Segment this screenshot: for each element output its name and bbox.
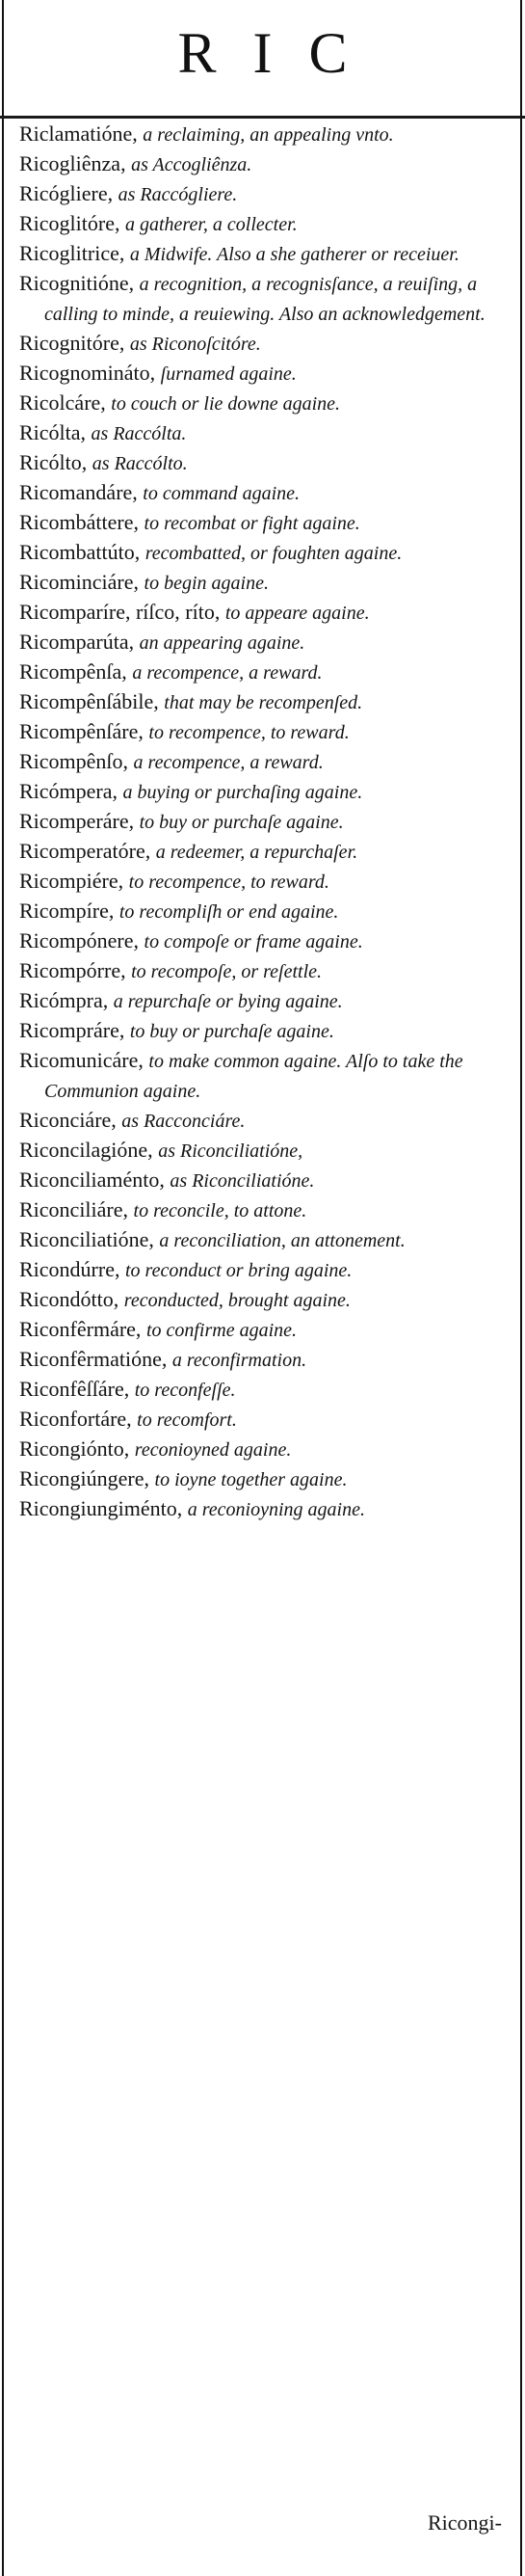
entry-gloss: to couch or lie downe againe.: [111, 393, 341, 415]
entry-headword: Ricómpra,: [19, 988, 109, 1012]
entry-gloss: a redeemer, a repurchaſer.: [155, 842, 358, 863]
right-border-rule: [520, 0, 522, 2576]
entry-gloss: to reconfeſſe.: [134, 1380, 236, 1401]
dictionary-entry: [19, 807, 512, 837]
dictionary-entry: [19, 1046, 512, 1106]
dictionary-entry: [19, 1106, 512, 1136]
entry-headword: Ricómpera,: [19, 779, 118, 803]
dictionary-entry: [19, 478, 512, 508]
entry-gloss: reconioyned againe.: [134, 1439, 292, 1461]
dictionary-entry: [19, 538, 512, 568]
dictionary-entry: [19, 777, 512, 807]
entry-headword: Riconfêrmatióne,: [19, 1347, 168, 1371]
entry-gloss: to ioyne together againe.: [154, 1469, 348, 1490]
entry-gloss: as Accogliênza.: [131, 154, 252, 175]
dictionary-entry: [19, 1285, 512, 1315]
dictionary-entry: [19, 867, 512, 897]
entry-headword: Ricondúrre,: [19, 1257, 120, 1281]
catchword: Ricongi-: [428, 2510, 502, 2535]
entry-headword: Riconfêſſáre,: [19, 1377, 130, 1401]
entry-headword: Ricolcáre,: [19, 390, 106, 415]
entry-headword: Ricoglitrice,: [19, 241, 125, 265]
entry-headword: Ricongiungiménto,: [19, 1496, 183, 1520]
entry-headword: Riconfêrmáre,: [19, 1317, 142, 1341]
entry-gloss: as Riconoſcitóre.: [129, 334, 261, 355]
entry-headword: Ricogliênza,: [19, 151, 126, 175]
entry-gloss: to begin againe.: [144, 573, 269, 594]
entry-gloss: to appeare againe.: [224, 603, 370, 624]
entry-gloss: as Raccólta.: [91, 423, 187, 444]
dictionary-entry: [19, 418, 512, 448]
entry-headword: Ricomperatóre,: [19, 839, 151, 863]
entry-headword: Ricongiúngere,: [19, 1466, 150, 1490]
dictionary-entry: [19, 448, 512, 478]
dictionary-entry: [19, 1375, 512, 1405]
entry-headword: Ricomandáre,: [19, 480, 138, 504]
entry-gloss: to reconcile, to attone.: [133, 1200, 307, 1221]
dictionary-entry: [19, 687, 512, 717]
dictionary-entry: [19, 926, 512, 956]
entry-gloss: a gatherer, a collecter.: [124, 214, 298, 235]
entry-gloss: as Racconciáre.: [121, 1111, 246, 1132]
entry-headword: Ricomparíre, ríſco, ríto,: [19, 600, 221, 624]
dictionary-entry: [19, 269, 512, 329]
entry-gloss: to buy or purchaſe againe.: [129, 1021, 334, 1042]
entry-gloss: a reconfirmation.: [171, 1350, 307, 1371]
dictionary-entry: [19, 508, 512, 538]
dictionary-entry: [19, 1405, 512, 1435]
dictionary-entry: [19, 1255, 512, 1285]
dictionary-entry: [19, 837, 512, 867]
entry-headword: Ricólta,: [19, 420, 87, 444]
entry-headword: Riconciliáre,: [19, 1197, 129, 1221]
entry-gloss: that may be recompenſed.: [164, 692, 363, 713]
dictionary-entry: [19, 1345, 512, 1375]
dictionary-entry: [19, 1315, 512, 1345]
dictionary-entry: [19, 329, 512, 359]
entry-headword: Ricompórre,: [19, 958, 126, 982]
entry-gloss: recombatted, or foughten againe.: [144, 543, 403, 564]
entry-headword: Ricompênſáre,: [19, 719, 144, 743]
entry-headword: Ricominciáre,: [19, 570, 140, 594]
dictionary-entry: [19, 717, 512, 747]
entry-headword: Ricognitióne,: [19, 271, 135, 295]
entry-headword: Ricognomináto,: [19, 361, 156, 385]
entry-gloss: to recompliſh or end againe.: [118, 901, 339, 923]
dictionary-entry: [19, 149, 512, 179]
dictionary-entry: [19, 628, 512, 657]
entry-headword: Ricompênſa,: [19, 659, 127, 684]
entry-headword: Ricompónere,: [19, 928, 140, 953]
entry-headword: Riconcilagióne,: [19, 1138, 153, 1162]
entry-headword: Ricógliere,: [19, 181, 114, 205]
entry-gloss: to reconduct or bring againe.: [124, 1260, 353, 1281]
entry-headword: Ricongiónto,: [19, 1436, 130, 1461]
entry-headword: Ricognitóre,: [19, 331, 125, 355]
dictionary-entry: [19, 897, 512, 926]
dictionary-entry: [19, 120, 512, 149]
dictionary-entry: [19, 1494, 512, 1524]
entry-headword: Ricompiére,: [19, 869, 124, 893]
page-header: [0, 0, 525, 119]
entry-gloss: an appearing againe.: [139, 632, 305, 654]
running-head: RIC: [177, 21, 384, 85]
entry-gloss: to confirme againe.: [145, 1320, 298, 1341]
dictionary-entry: [19, 239, 512, 269]
entry-headword: Ricomunicáre,: [19, 1048, 144, 1072]
entry-headword: Ricomperáre,: [19, 809, 135, 833]
entry-gloss: to compoſe or frame againe.: [144, 931, 363, 953]
entry-gloss: as Raccólto.: [92, 453, 188, 474]
entry-gloss: to make common againe. Alſo to take the Communion againe.: [44, 1051, 463, 1102]
dictionary-entry: [19, 1464, 512, 1494]
dictionary-entry: [19, 1016, 512, 1046]
dictionary-entry: [19, 657, 512, 687]
dictionary-entry: [19, 1166, 512, 1195]
dictionary-entry: [19, 986, 512, 1016]
entry-gloss: to recompence, to reward.: [148, 722, 350, 743]
entry-headword: Ricompráre,: [19, 1018, 125, 1042]
entry-gloss: ſurnamed againe.: [160, 363, 297, 385]
entry-headword: Riconfortáre,: [19, 1407, 132, 1431]
entry-gloss: a buying or purchaſing againe.: [122, 782, 363, 803]
entry-gloss: a recompence, a reward.: [132, 662, 323, 684]
entry-gloss: to recompoſe, or reſettle.: [131, 961, 323, 982]
entry-gloss: reconducted, brought againe.: [123, 1290, 351, 1311]
entry-gloss: to command againe.: [143, 483, 301, 504]
dictionary-entry: [19, 598, 512, 628]
entry-gloss: a reconciliation, an attonement.: [159, 1230, 406, 1251]
entry-gloss: as Riconciliatióne,: [158, 1140, 303, 1162]
entry-gloss: to recombat or fight againe.: [144, 513, 360, 534]
entry-gloss: to recomfort.: [137, 1409, 237, 1431]
dictionary-entry: [19, 568, 512, 598]
entry-gloss: a reconioyning againe.: [187, 1499, 365, 1520]
dictionary-entry: [19, 209, 512, 239]
entry-headword: Riconciáre,: [19, 1108, 117, 1132]
entry-headword: Ricólto,: [19, 450, 88, 474]
entry-gloss: a recognition, a recognisſance, a reuiſing, a calling to minde, a reuiewing. Also an acknowledgement.: [44, 274, 486, 325]
dictionary-entry: [19, 359, 512, 389]
dictionary-entry: [19, 1225, 512, 1255]
entry-headword: Ricomparúta,: [19, 630, 135, 654]
entry-gloss: to buy or purchaſe againe.: [139, 812, 344, 833]
entry-gloss: a repurchaſe or bying againe.: [113, 991, 343, 1012]
entry-gloss: a recompence, a reward.: [133, 752, 324, 773]
entry-gloss: a reclaiming, an appealing vnto.: [143, 124, 394, 146]
entry-headword: Ricompênſábile,: [19, 689, 159, 713]
dictionary-entry: [19, 1136, 512, 1166]
dictionary-entry: [19, 956, 512, 986]
entry-headword: Ricombattúto,: [19, 540, 141, 564]
dictionary-entry: [19, 1435, 512, 1464]
entry-headword: Ricondótto,: [19, 1287, 119, 1311]
dictionary-entry: [19, 1195, 512, 1225]
entry-headword: Ricompíre,: [19, 899, 115, 923]
entry-headword: Riconciliatióne,: [19, 1227, 154, 1251]
left-border-rule: [2, 0, 4, 2576]
entry-list: [19, 120, 512, 1524]
entry-headword: Ricompênſo,: [19, 749, 129, 773]
entry-headword: Ricoglitóre,: [19, 211, 120, 235]
entry-headword: Riclamatióne,: [19, 121, 138, 146]
entry-headword: Ricombáttere,: [19, 510, 140, 534]
entry-gloss: to recompence, to reward.: [128, 872, 329, 893]
dictionary-entry: [19, 389, 512, 418]
entry-gloss: a Midwife. Also a she gatherer or receiuer.: [129, 244, 459, 265]
entry-gloss: as Riconciliatióne.: [170, 1170, 315, 1192]
dictionary-entry: [19, 747, 512, 777]
entry-gloss: as Raccógliere.: [118, 184, 238, 205]
dictionary-entry: [19, 179, 512, 209]
entry-headword: Riconciliaménto,: [19, 1167, 165, 1192]
